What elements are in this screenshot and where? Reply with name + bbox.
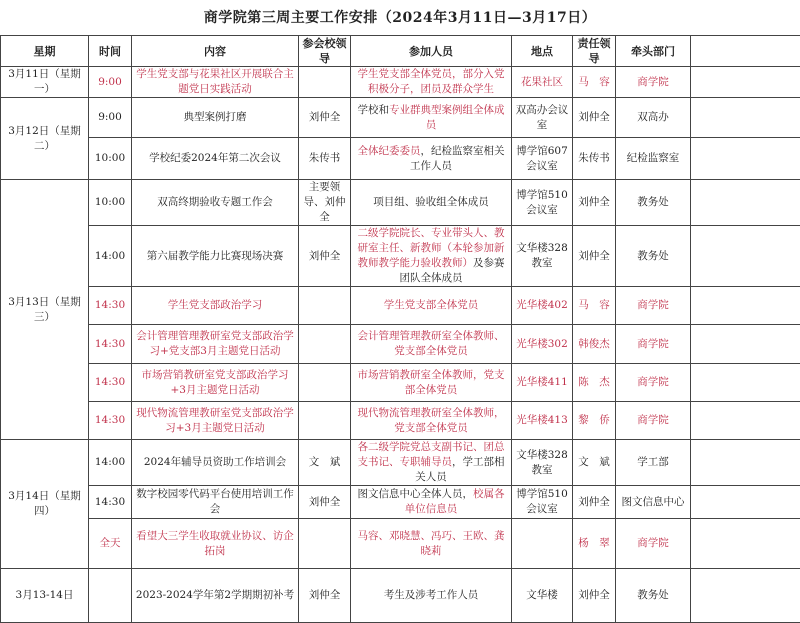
leader-cell (299, 287, 351, 325)
participants-segment: 各二级学院党总支副书记、团总支书记、专职辅导员 (358, 441, 505, 468)
extra-cell (691, 364, 800, 402)
participants-segment: 考生及涉考工作人员 (384, 589, 479, 601)
department-cell: 教务处 (616, 569, 691, 623)
time-cell: 全天 (89, 519, 132, 569)
responsible-cell: 刘仲全 (573, 98, 616, 138)
table-row (1, 138, 800, 180)
header-responsible: 责任领导 (573, 36, 616, 67)
leader-cell: 主要领导、刘仲全 (299, 180, 351, 226)
participants-segment: 马容、邓晓慧、冯巧、王欧、龚晓莉 (358, 530, 505, 557)
content-cell: 学校纪委2024年第二次会议 (132, 138, 299, 180)
participants-segment: 学生党支部全体党员 (384, 299, 479, 311)
extra-cell (691, 325, 800, 364)
page-title: 商学院第三周主要工作安排（2024年3月11日—3月17日） (0, 0, 800, 35)
content-cell: 2023-2024学年第2学期期初补考 (132, 569, 299, 623)
location-cell: 双高办会议室 (512, 98, 573, 138)
department-cell: 商学院 (616, 519, 691, 569)
location-cell: 文华楼 (512, 569, 573, 623)
content-cell: 市场营销教研室党支部政治学习+3月主题党日活动 (132, 364, 299, 402)
date-cell: 3月11日（星期一） (1, 67, 89, 98)
extra-cell (691, 226, 800, 287)
header-time: 时间 (89, 36, 132, 67)
participants-segment: 项目组、验收组全体成员 (373, 196, 489, 208)
content-cell: 现代物流管理教研室党支部政治学习+3月主题党日活动 (132, 402, 299, 440)
leader-cell: 刘仲全 (299, 98, 351, 138)
participants-cell (351, 287, 512, 325)
table-row (1, 486, 800, 519)
header-weekday: 星期 (1, 36, 89, 67)
table-row (1, 325, 800, 364)
leader-cell (299, 67, 351, 98)
time-cell: 14:00 (89, 440, 132, 486)
location-cell: 博学馆607会议室 (512, 138, 573, 180)
leader-cell (299, 364, 351, 402)
table-row (1, 519, 800, 569)
department-cell: 商学院 (616, 364, 691, 402)
department-cell: 商学院 (616, 325, 691, 364)
participants-cell (351, 325, 512, 364)
content-cell: 第六届教学能力比赛现场决赛 (132, 226, 299, 287)
content-cell: 双高终期验收专题工作会 (132, 180, 299, 226)
participants-segment: 学生党支部全体党员，部分入党积极分子，团员及群众学生 (358, 68, 505, 95)
extra-cell (691, 569, 800, 623)
extra-cell (691, 67, 800, 98)
time-cell: 9:00 (89, 67, 132, 98)
participants-cell (351, 180, 512, 226)
department-cell: 教务处 (616, 226, 691, 287)
participants-cell (351, 364, 512, 402)
responsible-cell: 文 斌 (573, 440, 616, 486)
participants-cell (351, 519, 512, 569)
time-cell: 14:30 (89, 325, 132, 364)
header-extra (691, 36, 800, 67)
location-cell: 光华楼402 (512, 287, 573, 325)
location-cell: 光华楼413 (512, 402, 573, 440)
participants-segment: 及参赛团队全体成员 (400, 257, 505, 284)
header-department: 牵头部门 (616, 36, 691, 67)
participants-cell (351, 486, 512, 519)
location-cell: 博学馆510会议室 (512, 486, 573, 519)
responsible-cell: 马 容 (573, 287, 616, 325)
location-cell (512, 519, 573, 569)
time-cell: 14:30 (89, 402, 132, 440)
extra-cell (691, 98, 800, 138)
extra-cell (691, 180, 800, 226)
department-cell: 图文信息中心 (616, 486, 691, 519)
time-cell (89, 569, 132, 623)
time-cell: 14:30 (89, 486, 132, 519)
participants-segment: 全体纪委委员 (358, 145, 421, 157)
time-cell: 14:30 (89, 287, 132, 325)
participants-segment: 专业群典型案例组全体成员 (389, 104, 505, 131)
participants-segment: 现代物流管理教研室全体教师，党支部全体党员 (358, 407, 505, 434)
department-cell: 商学院 (616, 67, 691, 98)
content-cell: 会计管理管理教研室党支部政治学习+党支部3月主题党日活动 (132, 325, 299, 364)
participants-segment: 图文信息中心全体人员， (358, 488, 474, 500)
location-cell: 花果社区 (512, 67, 573, 98)
extra-cell (691, 440, 800, 486)
department-cell: 双高办 (616, 98, 691, 138)
leader-cell: 文 斌 (299, 440, 351, 486)
participants-segment: 校属各单位信息员 (405, 488, 505, 515)
schedule-table (0, 35, 800, 623)
leader-cell: 刘仲全 (299, 486, 351, 519)
responsible-cell: 刘仲全 (573, 486, 616, 519)
table-row (1, 180, 800, 226)
department-cell: 商学院 (616, 402, 691, 440)
department-cell: 纪检监察室 (616, 138, 691, 180)
leader-cell: 朱传书 (299, 138, 351, 180)
responsible-cell: 黎 侨 (573, 402, 616, 440)
header-leader: 参会校领导 (299, 36, 351, 67)
schedule-body (1, 67, 800, 623)
header-row (1, 36, 800, 67)
responsible-cell: 韩俊杰 (573, 325, 616, 364)
table-row (1, 226, 800, 287)
responsible-cell: 杨 翠 (573, 519, 616, 569)
table-row (1, 287, 800, 325)
location-cell: 文华楼328教室 (512, 440, 573, 486)
participants-cell (351, 138, 512, 180)
content-cell: 数字校园零代码平台使用培训工作会 (132, 486, 299, 519)
participants-cell (351, 569, 512, 623)
content-cell: 典型案例打磨 (132, 98, 299, 138)
extra-cell (691, 402, 800, 440)
date-cell: 3月13日（星期三） (1, 180, 89, 440)
participants-cell (351, 440, 512, 486)
header-location: 地点 (512, 36, 573, 67)
location-cell: 光华楼411 (512, 364, 573, 402)
time-cell: 10:00 (89, 180, 132, 226)
content-cell: 2024年辅导员资助工作培训会 (132, 440, 299, 486)
leader-cell: 刘仲全 (299, 569, 351, 623)
time-cell: 14:30 (89, 364, 132, 402)
leader-cell (299, 402, 351, 440)
department-cell: 教务处 (616, 180, 691, 226)
content-cell: 学生党支部与花果社区开展联合主题党日实践活动 (132, 67, 299, 98)
responsible-cell: 刘仲全 (573, 569, 616, 623)
leader-cell (299, 519, 351, 569)
participants-segment: 市场营销教研室全体教师，党支部全体党员 (358, 369, 505, 396)
content-cell: 学生党支部政治学习 (132, 287, 299, 325)
extra-cell (691, 486, 800, 519)
table-row (1, 67, 800, 98)
responsible-cell: 马 容 (573, 67, 616, 98)
participants-cell (351, 226, 512, 287)
table-row (1, 98, 800, 138)
location-cell: 光华楼302 (512, 325, 573, 364)
location-cell: 文华楼328教室 (512, 226, 573, 287)
location-cell: 博学馆510会议室 (512, 180, 573, 226)
time-cell: 10:00 (89, 138, 132, 180)
leader-cell: 刘仲全 (299, 226, 351, 287)
table-row (1, 440, 800, 486)
date-cell: 3月14日（星期四） (1, 440, 89, 569)
content-cell: 看望大三学生收取就业协议、访企拓岗 (132, 519, 299, 569)
participants-cell (351, 67, 512, 98)
responsible-cell: 刘仲全 (573, 180, 616, 226)
department-cell: 商学院 (616, 287, 691, 325)
table-row (1, 569, 800, 623)
table-row (1, 364, 800, 402)
header-content: 内容 (132, 36, 299, 67)
leader-cell (299, 325, 351, 364)
extra-cell (691, 138, 800, 180)
participants-segment: ，学工部相关人员 (415, 456, 504, 483)
date-cell: 3月13-14日 (1, 569, 89, 623)
date-cell: 3月12日（星期二） (1, 98, 89, 180)
participants-segment: ，纪检监察室相关工作人员 (410, 145, 505, 172)
time-cell: 14:00 (89, 226, 132, 287)
participants-segment: 二级学院院长、专业带头人、教研室主任、新教师（本轮参加新教师教学能力验收教师） (358, 227, 505, 269)
table-row (1, 402, 800, 440)
participants-cell (351, 402, 512, 440)
responsible-cell: 陈 杰 (573, 364, 616, 402)
extra-cell (691, 519, 800, 569)
participants-segment: 学校和 (358, 104, 390, 116)
header-participants: 参加人员 (351, 36, 512, 67)
responsible-cell: 朱传书 (573, 138, 616, 180)
responsible-cell: 刘仲全 (573, 226, 616, 287)
department-cell: 学工部 (616, 440, 691, 486)
time-cell: 9:00 (89, 98, 132, 138)
participants-segment: 会计管理管理教研室全体教师、党支部全体党员 (358, 330, 505, 357)
participants-cell (351, 98, 512, 138)
extra-cell (691, 287, 800, 325)
